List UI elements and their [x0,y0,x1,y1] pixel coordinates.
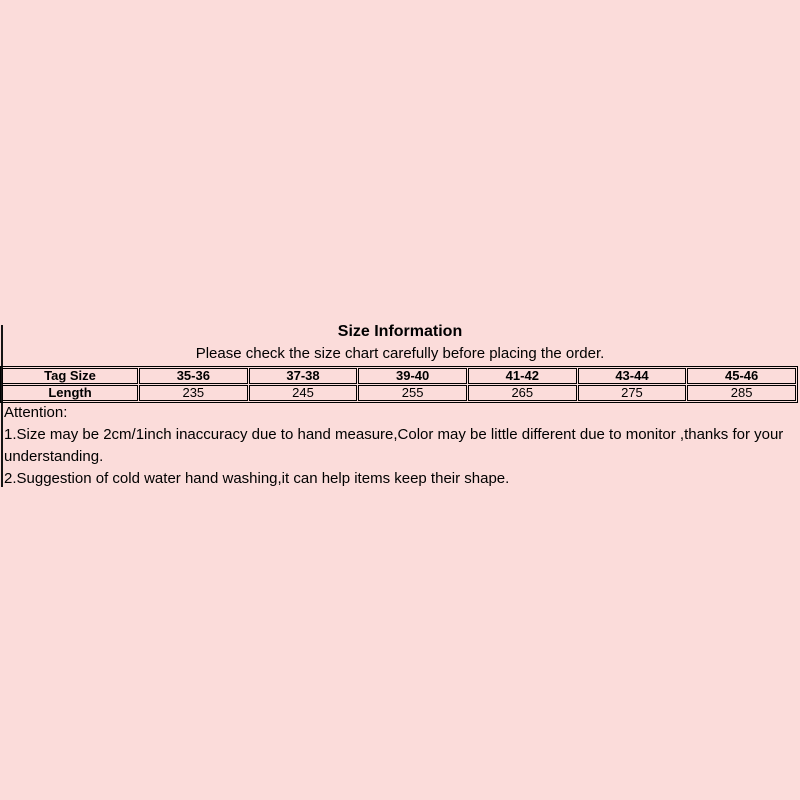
table-header-cell: 43-44 [578,368,687,384]
table-cell: Length [2,385,138,401]
table-cell: 245 [249,385,358,401]
size-information-title: Size Information [337,323,463,340]
attention-block [4,402,796,490]
table-header-cell: 39-40 [358,368,467,384]
size-chart-header-row [2,368,796,384]
attention-item: 2.Suggestion of cold water hand washing,it can help items keep their shape. [4,470,510,487]
table-row [2,368,796,384]
size-chart-body [2,385,796,401]
table-header-cell: 45-46 [687,368,796,384]
table-cell: 285 [687,385,796,401]
table-cell: 275 [578,385,687,401]
table-header-cell: Tag Size [2,368,138,384]
table-cell: 255 [358,385,467,401]
size-chart-table [0,366,798,403]
table-header-cell: 35-36 [139,368,248,384]
table-header-cell: 37-38 [249,368,358,384]
table-cell: 265 [468,385,577,401]
table-header-cell: 41-42 [468,368,577,384]
attention-item: 1.Size may be 2cm/1inch inaccuracy due to hand measure,Color may be little different due to monitor ,thanks for your understanding. [4,426,784,465]
table-cell: 235 [139,385,248,401]
table-row [2,385,796,401]
size-chart-notice: Please check the size chart carefully before placing the order. [195,345,605,362]
attention-label: Attention: [4,404,68,421]
